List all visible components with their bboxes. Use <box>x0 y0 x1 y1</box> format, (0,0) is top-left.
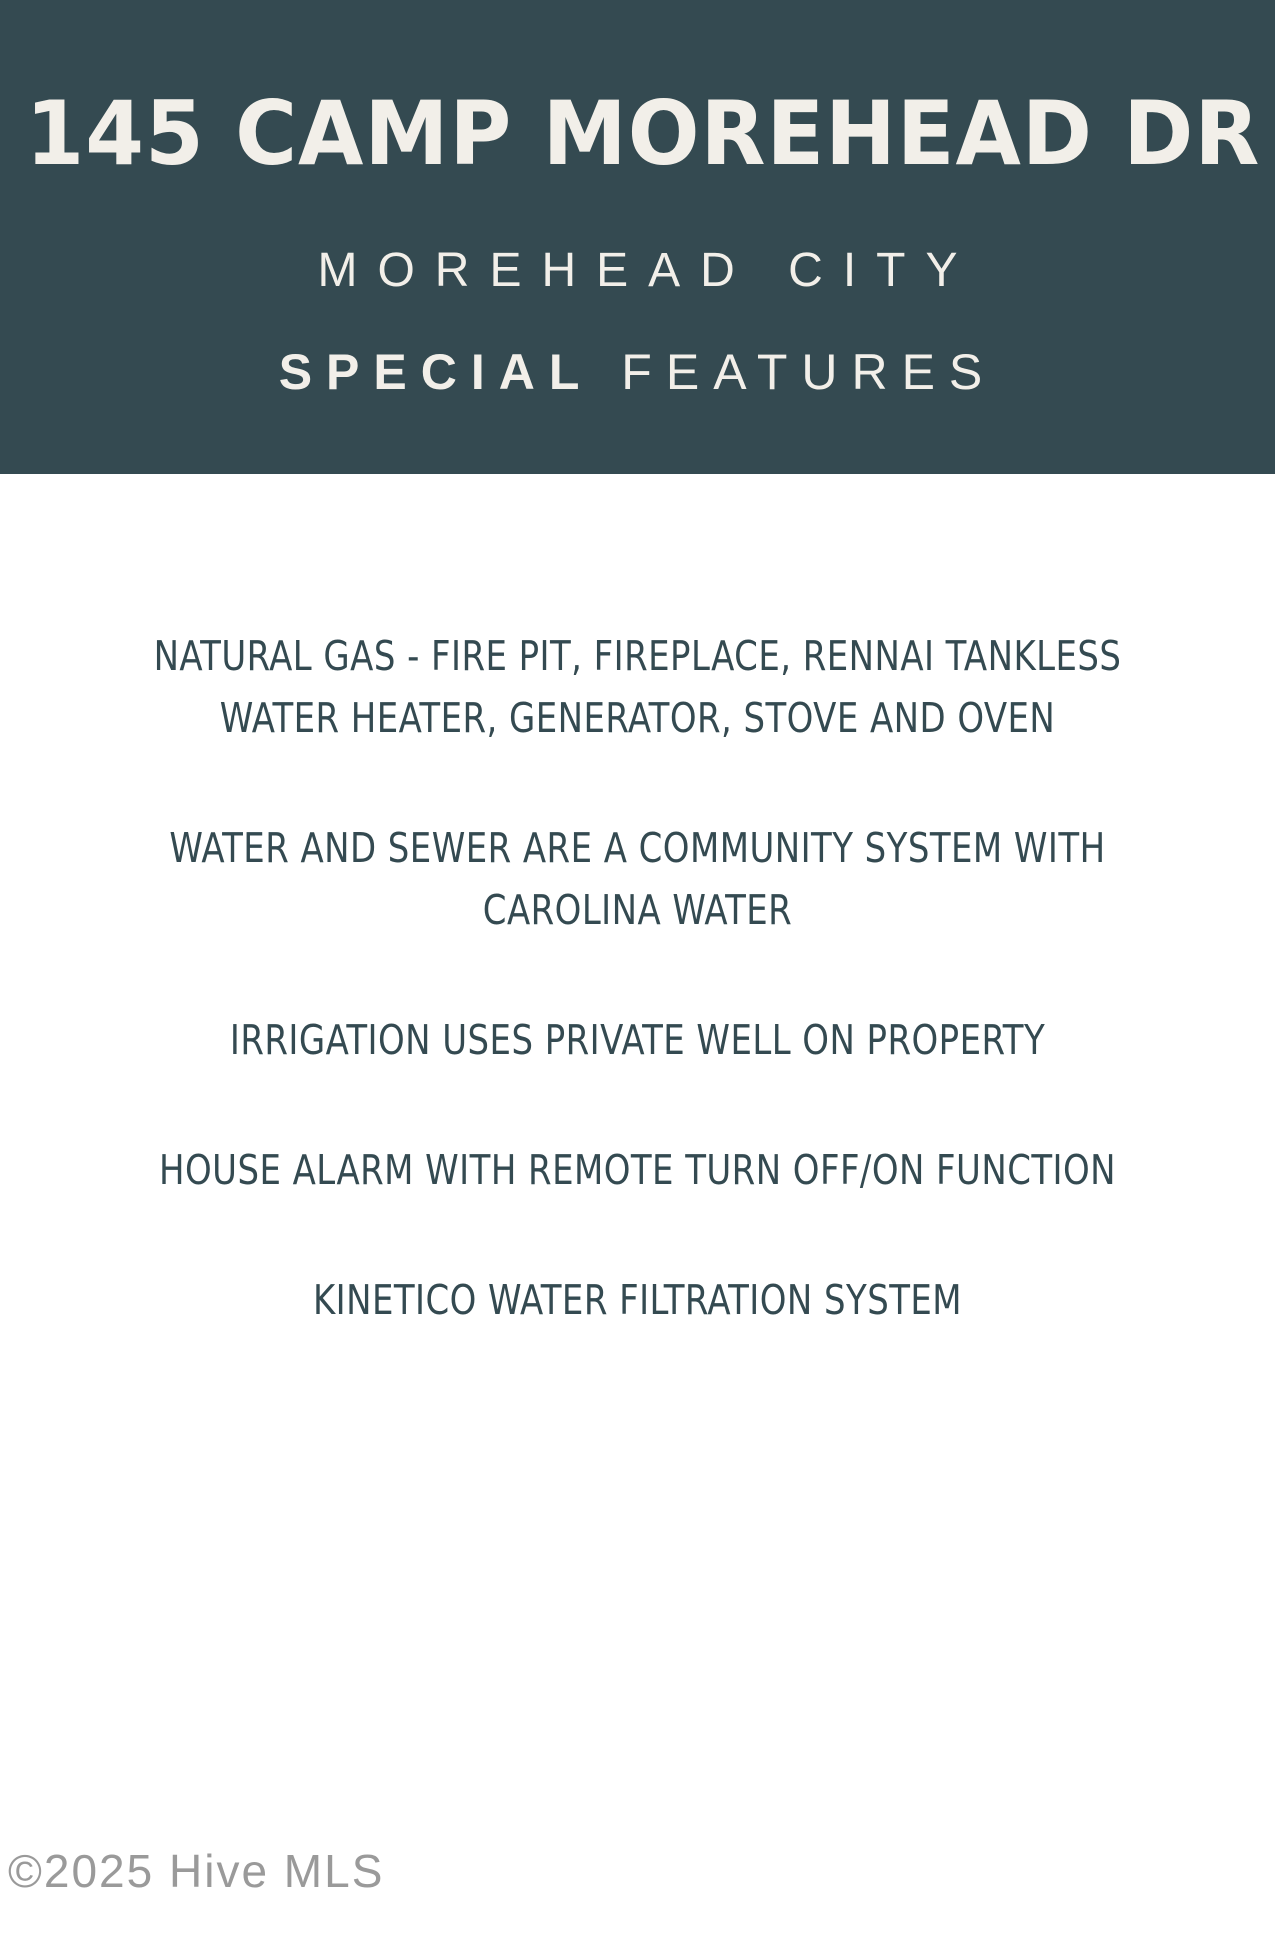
features-list <box>60 625 1215 1331</box>
list-item: NATURAL GAS - FIRE PIT, FIREPLACE, RENNAI TANKLESS WATER HEATER, GENERATOR, STOVE AND OVEN <box>153 632 1122 742</box>
list-item: IRRIGATION USES PRIVATE WELL ON PROPERTY <box>229 1016 1046 1064</box>
header-section-bold: SPECIAL <box>278 344 594 400</box>
page-title: 145 CAMP MOREHEAD DR <box>25 82 1261 185</box>
list-item: KINETICO WATER FILTRATION SYSTEM <box>312 1276 963 1324</box>
header-section-label <box>0 345 1275 399</box>
list-item: WATER AND SEWER ARE A COMMUNITY SYSTEM WITH CAROLINA WATER <box>169 824 1106 934</box>
header-section-light: FEATURES <box>621 344 997 400</box>
header-banner <box>0 0 1275 474</box>
copyright-credit: ©2025 Hive MLS <box>8 1845 385 1897</box>
list-item: HOUSE ALARM WITH REMOTE TURN OFF/ON FUNCTION <box>158 1146 1117 1194</box>
header-city: MOREHEAD CITY <box>317 244 978 297</box>
